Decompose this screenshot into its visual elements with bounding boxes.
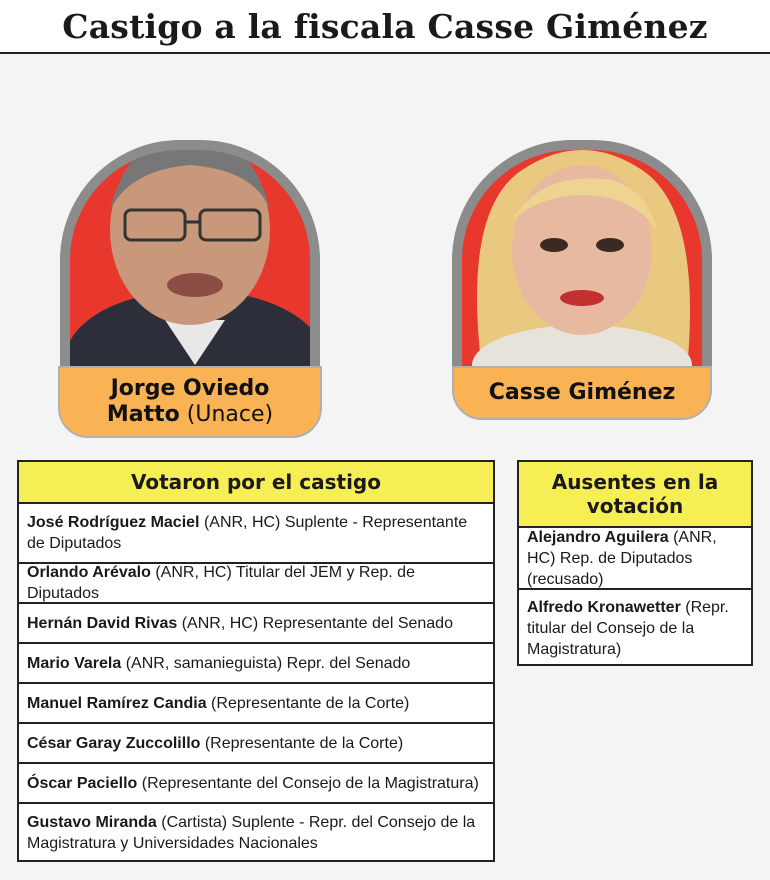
voted-table-header: Votaron por el castigo xyxy=(19,462,493,504)
portrait-name-line2: Matto xyxy=(106,402,180,427)
portrait-background xyxy=(462,150,702,370)
header xyxy=(0,0,770,54)
name-label-gimenez xyxy=(452,366,712,420)
portrait-party: (Unace) xyxy=(186,402,274,427)
member-name: Mario Varela xyxy=(27,654,122,672)
member-detail: (ANR, HC) Suplente - Representante de Diputados xyxy=(27,514,468,552)
table-row xyxy=(19,804,493,862)
portrait-photo-oviedo xyxy=(70,150,310,370)
table-row xyxy=(19,504,493,564)
member-detail: (ANR, samanieguista) Repr. del Senado xyxy=(121,654,411,672)
page-title: Castigo a la fiscala Casse Giménez xyxy=(62,6,708,46)
table-row xyxy=(19,724,493,764)
table-row xyxy=(19,644,493,684)
member-detail: (Representante de la Corte) xyxy=(200,734,404,752)
portrait-card-gimenez xyxy=(452,140,717,420)
portrait-frame xyxy=(60,140,320,370)
member-detail: (Representante del Consejo de la Magistratura) xyxy=(137,774,479,792)
table-row xyxy=(19,684,493,724)
member-name: Alejandro Aguilera xyxy=(527,528,669,546)
portrait-photo-gimenez xyxy=(462,150,702,370)
portrait-name: Casse Giménez xyxy=(488,379,676,405)
table-row xyxy=(519,590,751,666)
absent-table-header: Ausentes en la votación xyxy=(519,462,751,528)
member-name: Orlando Arévalo xyxy=(27,564,151,581)
table-row xyxy=(19,564,493,604)
member-detail: (Cartista) Suplente - Repr. del Consejo de la Magistratura y Universidades Nacionales xyxy=(27,814,476,852)
member-name: Óscar Paciello xyxy=(27,774,138,792)
portrait-card-oviedo xyxy=(60,140,325,440)
table-row xyxy=(519,528,751,590)
member-name: Alfredo Kronawetter xyxy=(527,598,681,616)
member-detail: (ANR, HC) Titular del JEM y Rep. de Diputados xyxy=(27,564,415,602)
member-name: Hernán David Rivas xyxy=(27,614,178,632)
member-detail: (ANR, HC) Representante del Senado xyxy=(177,614,453,632)
name-label-oviedo xyxy=(58,366,322,438)
table-row xyxy=(19,764,493,804)
portrait-frame xyxy=(452,140,712,370)
portrait-name-line1: Jorge Oviedo xyxy=(110,375,270,401)
member-name: José Rodríguez Maciel xyxy=(27,514,200,531)
member-detail: (ANR, HC) Rep. de Diputados (recusado) xyxy=(527,528,717,588)
member-name: Manuel Ramírez Candia xyxy=(27,694,207,712)
absent-table xyxy=(517,460,753,666)
member-name: Gustavo Miranda xyxy=(27,814,157,831)
member-detail: (Representante de la Corte) xyxy=(206,694,410,712)
table-row xyxy=(19,604,493,644)
member-name: César Garay Zuccolillo xyxy=(27,734,201,752)
member-detail: (Repr. titular del Consejo de la Magistratura) xyxy=(527,598,729,658)
voted-table xyxy=(17,460,495,862)
portrait-background xyxy=(70,150,310,370)
